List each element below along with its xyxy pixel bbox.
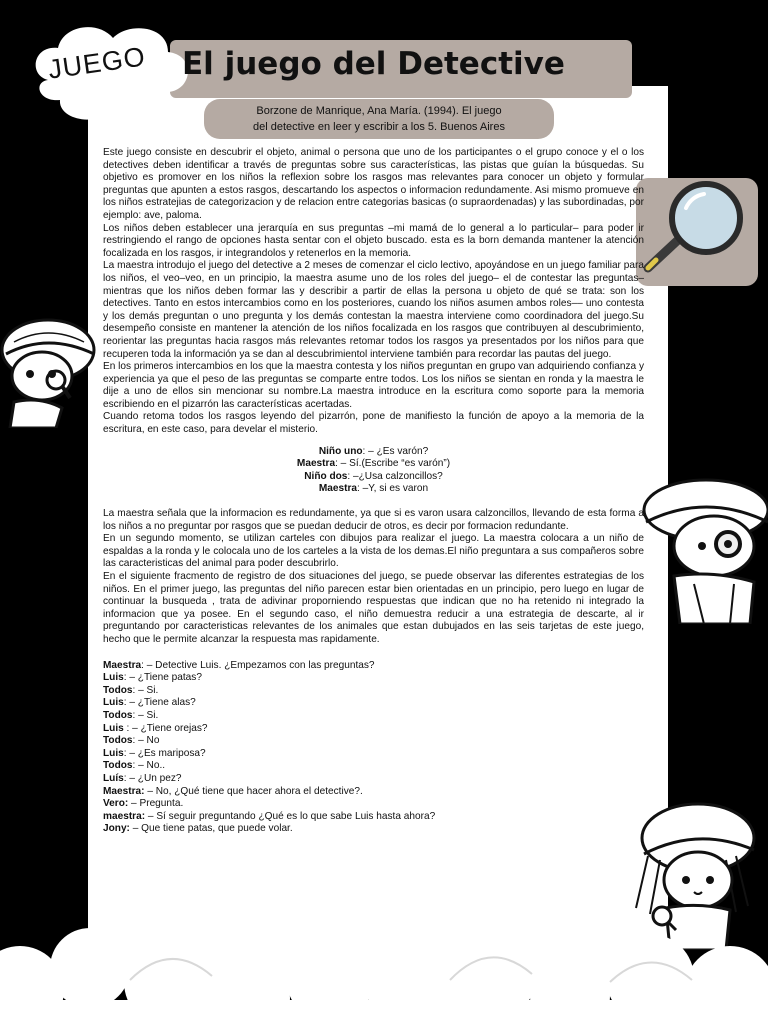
paragraph: La maestra señala que la informacion es redundamente, ya que si es varon usara calzoncillos, llevando de esta forma a los niños a no preguntar por rasgos que se puedan deducir de otros, es decir por formacion redundante. [103, 508, 644, 532]
dialogue-line: Niño dos: –¿Usa calzoncillos? [304, 470, 443, 482]
magnifying-glass-icon [636, 178, 758, 286]
dialogue-line: Maestra: –Y, si es varon [318, 483, 429, 495]
dialogue-line: Maestra: – Sí.(Escribe “es varón”) [296, 458, 451, 470]
paragraph: En un segundo momento, se utilizan carteles con dibujos para realizar el juego. La maestra colocara a un niño de espaldas a la ronda y le colocala uno de los carteles a la vista de los demas.El niño preguntara a sus compañeros sobre las caracteristicas del animal para poder descubrirlo. [103, 533, 644, 570]
dialogue-line: Luis: – ¿Es mariposa? [103, 747, 206, 759]
citation-line: del detective en leer y escribir a los 5. Buenos Aires [253, 121, 505, 133]
dialogue-line: Todos: – No [103, 735, 160, 747]
paragraph: Los niños deben establecer una jerarquía en sus preguntas –mi mamá de lo general a lo particular– para poder ir restringiendo el rango de opciones hasta sentar con el objeto buscado. esta es la born demanda mantener la atención focalizada en los rasgos, ir integrandolos y retenerlos en la memoria. [103, 222, 644, 259]
detective-kid-right-illustration [634, 474, 768, 624]
citation-line: Borzone de Manrique, Ana María. (1994). El juego [256, 105, 502, 117]
paragraph: La maestra introdujo el juego del detective a 2 meses de comenzar el ciclo lectivo, apoyándose en un juego familiar para los niños, el veo–veo, en un principio, la maestra asume uno de los roles del juego– el de contestar las preguntas– mientras que los niños deben formar las y describir a partir de ellas la persona u objeto de qué se trata: son los detectives. Tanto en estos intercambios como en los posteriores, cuando los niños asumen ambos roles–– uno contesta y los demás preguntan o uno pregunta y los demás contestan la maestra interviene como coordinadora del juego.Su desempeño consiste en mantener la atención de los niños focalizada en los rasgos que contribuyen al descubrimiento, reorientar las preguntas hacia rasgos más relevantes retomar todos los rasgos ya presentados por los niños para que recuperen toda la información ya se dan al descubrimientol interviene también para recordar las pautas del juego. [103, 260, 644, 360]
dialogue-line: Vero: – Pregunta. [103, 798, 184, 810]
page-title: El juego del Detective [182, 46, 565, 82]
magnifier-card [636, 178, 758, 286]
paragraph: En el siguiente fracmento de registro de dos situaciones del juego, se puede observar las diferentes estrategias de los niños. En el primer juego, las preguntas del niño parecen estar bien orientadas en un principio, pero luego en lugar de continuar la busqueda , trata de adivinar proporniendo respuestas que indican que no ha retenido ni integrado la informacion que ya posee. En el segundo caso, el niño demuestra reducir a una estrategia de descarte, al ir preguntando por caracteristicas relevantes de los animales que estan dubujados en las seis tarjetas de este juego, hecho que le permite alcanzar la respuesta mas rapidamente. [103, 571, 644, 645]
dialogue-line: Todos: – Si. [103, 709, 159, 721]
paragraph: Cuando retoma todos los rasgos leyendo del pizarrón, pone de manifiesto la función de apoyo a la memoria de la escritura, en este caso, para develar el misterio. [103, 411, 644, 436]
dialogue-line: Luís: – ¿Un pez? [103, 772, 182, 784]
paragraph: En los primeros intercambios en los que la maestra contesta y los niños preguntan en grupo van adquiriendo confianza y experiencia ya que el peso de las preguntas se comparte entre todos. Los los niños se sientan en ronda y la maestra le dije a uno de ellos sin mencionar su nombre.La maestra introduce en la escritura como soporte para la memoria escribiendo en el pizarrón las características acertadas. [103, 361, 644, 410]
dialogue-line: Luis: – ¿Tiene alas? [103, 697, 196, 709]
dialogue-line: Maestra: – No, ¿Qué tiene que hacer ahora el detective?. [103, 785, 363, 797]
dialogue-line: Niño uno: – ¿Es varón? [318, 445, 429, 457]
paragraph: Este juego consiste en descubrir el objeto, animal o persona que uno de los participantes o el grupo conoce y el o los detectives deben identificar a través de preguntas sobre sus características, las pistas que guían la búsquedas. Su objetivo es promover en los niños la reflexion sobre los rasgos mas relevantes para conocer un objeto y formular preguntas que apunten a estos rasgos, descartando los aspectos o informacion redundamente. Asi mismo promueve en los niños estratejias de categorizacion y de relacion entre categorias basicas (o supraordenadas) y las subordinadas, por ejemplo: ave, paloma. [103, 147, 644, 221]
dialogue-line: Todos: – No.. [103, 760, 166, 772]
dialogue-line: Luis: – ¿Tiene patas? [103, 672, 202, 684]
dialogue-line: maestra: – Sí seguir preguntando ¿Qué es lo que sabe Luis hasta ahora? [103, 810, 436, 822]
detective-kid-left-illustration [0, 312, 100, 428]
dialogue-line: Luis : – ¿Tiene orejas? [103, 722, 208, 734]
dialogue-line: Jony: – Que tiene patas, que puede volar. [103, 823, 293, 835]
citation [204, 99, 554, 139]
dialogue-line: Maestra: – Detective Luis. ¿Empezamos con las preguntas? [103, 659, 375, 671]
dialogue-line: Todos: – Si. [103, 684, 159, 696]
cloud-decoration [0, 920, 768, 1024]
dialogue-block-one [103, 446, 644, 496]
article-body [103, 147, 644, 836]
badge-label: JUEGO [46, 41, 148, 85]
dialogue-block-two [103, 660, 644, 836]
